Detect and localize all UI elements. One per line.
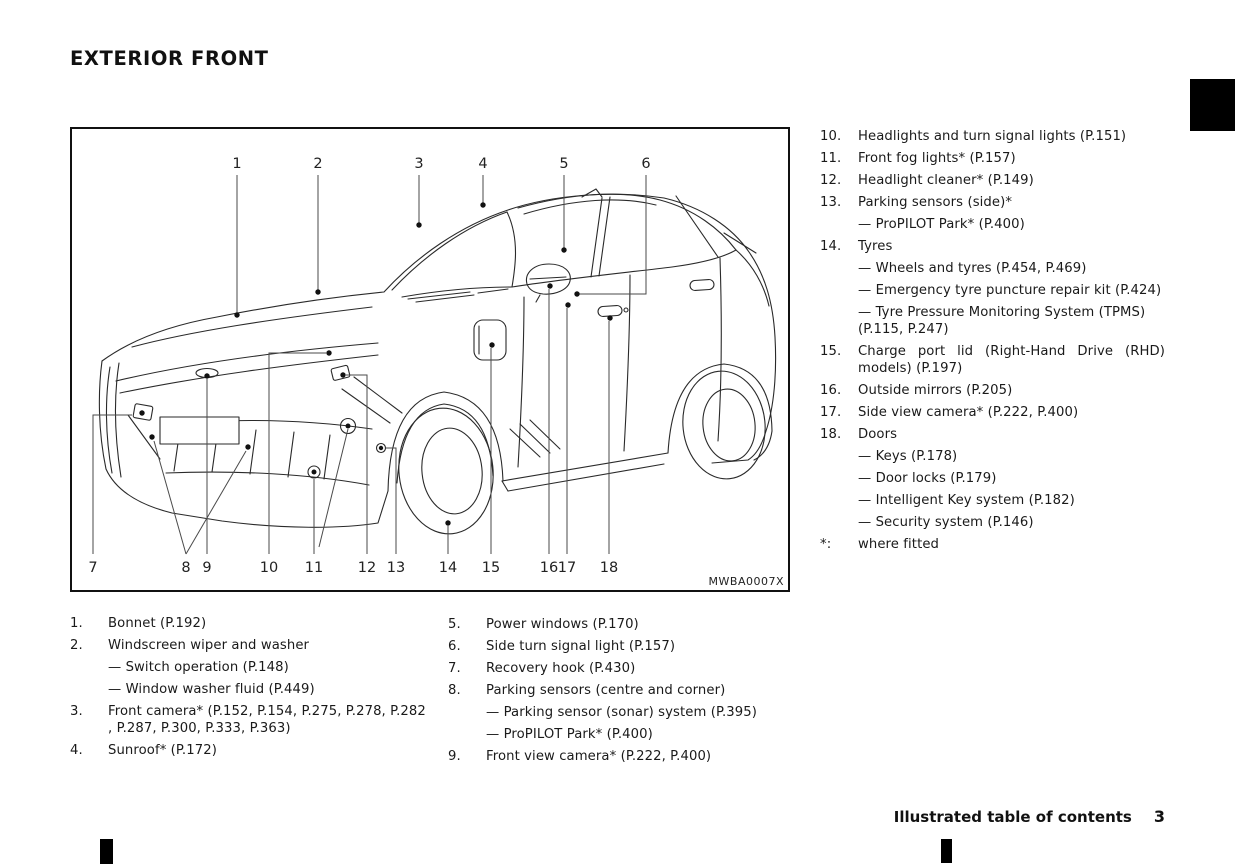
page-number: 3 [1153,807,1165,826]
callout-number: 12 [357,560,377,576]
item-number: 6. [448,639,461,654]
item-text: — Parking sensor (sonar) system (P.395) [486,705,757,720]
list-subitem [820,449,1165,464]
item-number: 17. [820,405,842,420]
list-item [820,405,1165,420]
exterior-front-figure [70,127,790,592]
list-subitem [70,660,442,675]
list-subitem [820,305,1165,320]
item-text: Bonnet (P.192) [108,616,207,631]
item-number [820,217,858,232]
list-subitem [70,682,442,697]
item-text: Power windows (P.170) [486,617,639,632]
list-subitem [820,283,1165,298]
item-text: Parking sensors (side)* [858,195,1013,210]
list-item [448,661,780,676]
item-text: Headlights and turn signal lights (P.151) [858,129,1127,144]
list-item [820,239,1165,254]
item-text: Sunroof* (P.172) [108,743,217,758]
callout-number: 5 [559,156,569,172]
item-number [820,449,858,464]
item-text: (P.115, P.247) [858,322,949,337]
callout-number: 11 [304,560,324,576]
item-number: 10. [820,129,842,144]
callout-number: 9 [202,560,212,576]
parts-list-left [70,616,442,758]
car-body-art [99,189,775,539]
item-text: , P.287, P.300, P.333, P.363) [108,721,291,736]
item-number [820,493,858,508]
item-number: 16. [820,383,842,398]
item-number: 3. [70,704,83,719]
list-item [70,743,442,758]
list-subitem [820,217,1165,232]
item-text: Recovery hook (P.430) [486,661,636,676]
item-number: 14. [820,239,842,254]
item-number [820,261,858,276]
parts-list-middle [448,617,780,764]
item-text: — ProPILOT Park* (P.400) [486,727,653,742]
item-number: 4. [70,743,83,758]
item-number: 15. [820,344,842,359]
list-subitem [820,471,1165,486]
item-text: — Door locks (P.179) [858,471,997,486]
list-item [70,616,442,631]
print-registration-mark [941,839,952,863]
item-text: Side view camera* (P.222, P.400) [858,405,1079,420]
list-subitem [448,705,780,720]
car-line-drawing [72,129,788,590]
item-number: 2. [70,638,83,653]
item-text: — Keys (P.178) [858,449,958,464]
item-number [820,283,858,298]
item-text: — Security system (P.146) [858,515,1034,530]
item-number [820,471,858,486]
list-item-continuation [820,361,1165,376]
callout-number: 13 [386,560,406,576]
callout-number: 17 [557,560,577,576]
print-registration-mark [100,839,113,864]
item-number: 9. [448,749,461,764]
item-number: 7. [448,661,461,676]
item-text: Front fog lights* (P.157) [858,151,1016,166]
callout-number: 1 [232,156,242,172]
list-item [448,749,780,764]
item-text: — Tyre Pressure Monitoring System (TPMS) [858,305,1146,320]
item-text: Front camera* (P.152, P.154, P.275, P.278, P.282 [108,704,426,719]
item-text: Charge port lid (Right-Hand Drive (RHD) [858,344,1165,359]
item-text: Side turn signal light (P.157) [486,639,676,654]
page-title: EXTERIOR FRONT [70,47,269,70]
callout-number: 16 [539,560,559,576]
item-text: Tyres [858,239,893,254]
item-number: 18. [820,427,842,442]
item-number: *: [820,537,832,552]
callout-leader-lines [93,175,646,554]
item-text: Front view camera* (P.222, P.400) [486,749,712,764]
item-text: — Intelligent Key system (P.182) [858,493,1075,508]
list-item [448,639,780,654]
callout-number: 15 [481,560,501,576]
item-number [820,305,858,320]
item-text: where fitted [858,537,940,552]
list-item [448,683,780,698]
list-item [820,427,1165,442]
callout-number: 7 [88,560,98,576]
item-text: models) (P.197) [858,361,963,376]
list-item [448,617,780,632]
item-text: — Switch operation (P.148) [108,660,289,675]
item-number [820,322,858,337]
item-text: Windscreen wiper and washer [108,638,310,653]
item-number: 13. [820,195,842,210]
item-number [820,361,858,376]
item-number: 1. [70,616,83,631]
list-item [820,344,1165,359]
list-item [820,195,1165,210]
list-subitem [820,261,1165,276]
item-number [448,727,486,742]
list-item-continuation [70,721,442,736]
callout-number: 2 [313,156,323,172]
item-number: 8. [448,683,461,698]
callout-number: 18 [599,560,619,576]
list-item [820,151,1165,166]
list-item-continuation [820,322,1165,337]
item-text: Outside mirrors (P.205) [858,383,1013,398]
footnote-where-fitted [820,537,1165,552]
callout-number: 6 [641,156,651,172]
chapter-tab-marker [1190,79,1235,131]
item-text: — Wheels and tyres (P.454, P.469) [858,261,1087,276]
parts-list-right [820,129,1165,552]
item-text: — Emergency tyre puncture repair kit (P.424) [858,283,1162,298]
list-item [70,638,442,653]
page-footer [894,807,1165,826]
license-plate [160,417,239,444]
figure-code: MWBA0007X [708,575,784,588]
item-text: Parking sensors (centre and corner) [486,683,726,698]
list-item [820,383,1165,398]
list-subitem [820,493,1165,508]
footer-section-label: Illustrated table of contents [893,808,1132,826]
item-number: 11. [820,151,842,166]
callout-number: 10 [259,560,279,576]
list-subitem [448,727,780,742]
item-number: 5. [448,617,461,632]
item-number [70,660,108,675]
callout-number: 3 [414,156,424,172]
list-subitem [820,515,1165,530]
item-number: 12. [820,173,842,188]
item-number [70,721,108,736]
list-item [820,173,1165,188]
callout-number: 8 [181,560,191,576]
item-text: — Window washer fluid (P.449) [108,682,315,697]
callout-number: 4 [478,156,488,172]
list-item [70,704,442,719]
item-text: — ProPILOT Park* (P.400) [858,217,1025,232]
callout-dots [139,202,612,525]
callout-number: 14 [438,560,458,576]
item-number [70,682,108,697]
item-text: Doors [858,427,898,442]
item-number [820,515,858,530]
item-number [448,705,486,720]
list-item [820,129,1165,144]
item-text: Headlight cleaner* (P.149) [858,173,1034,188]
